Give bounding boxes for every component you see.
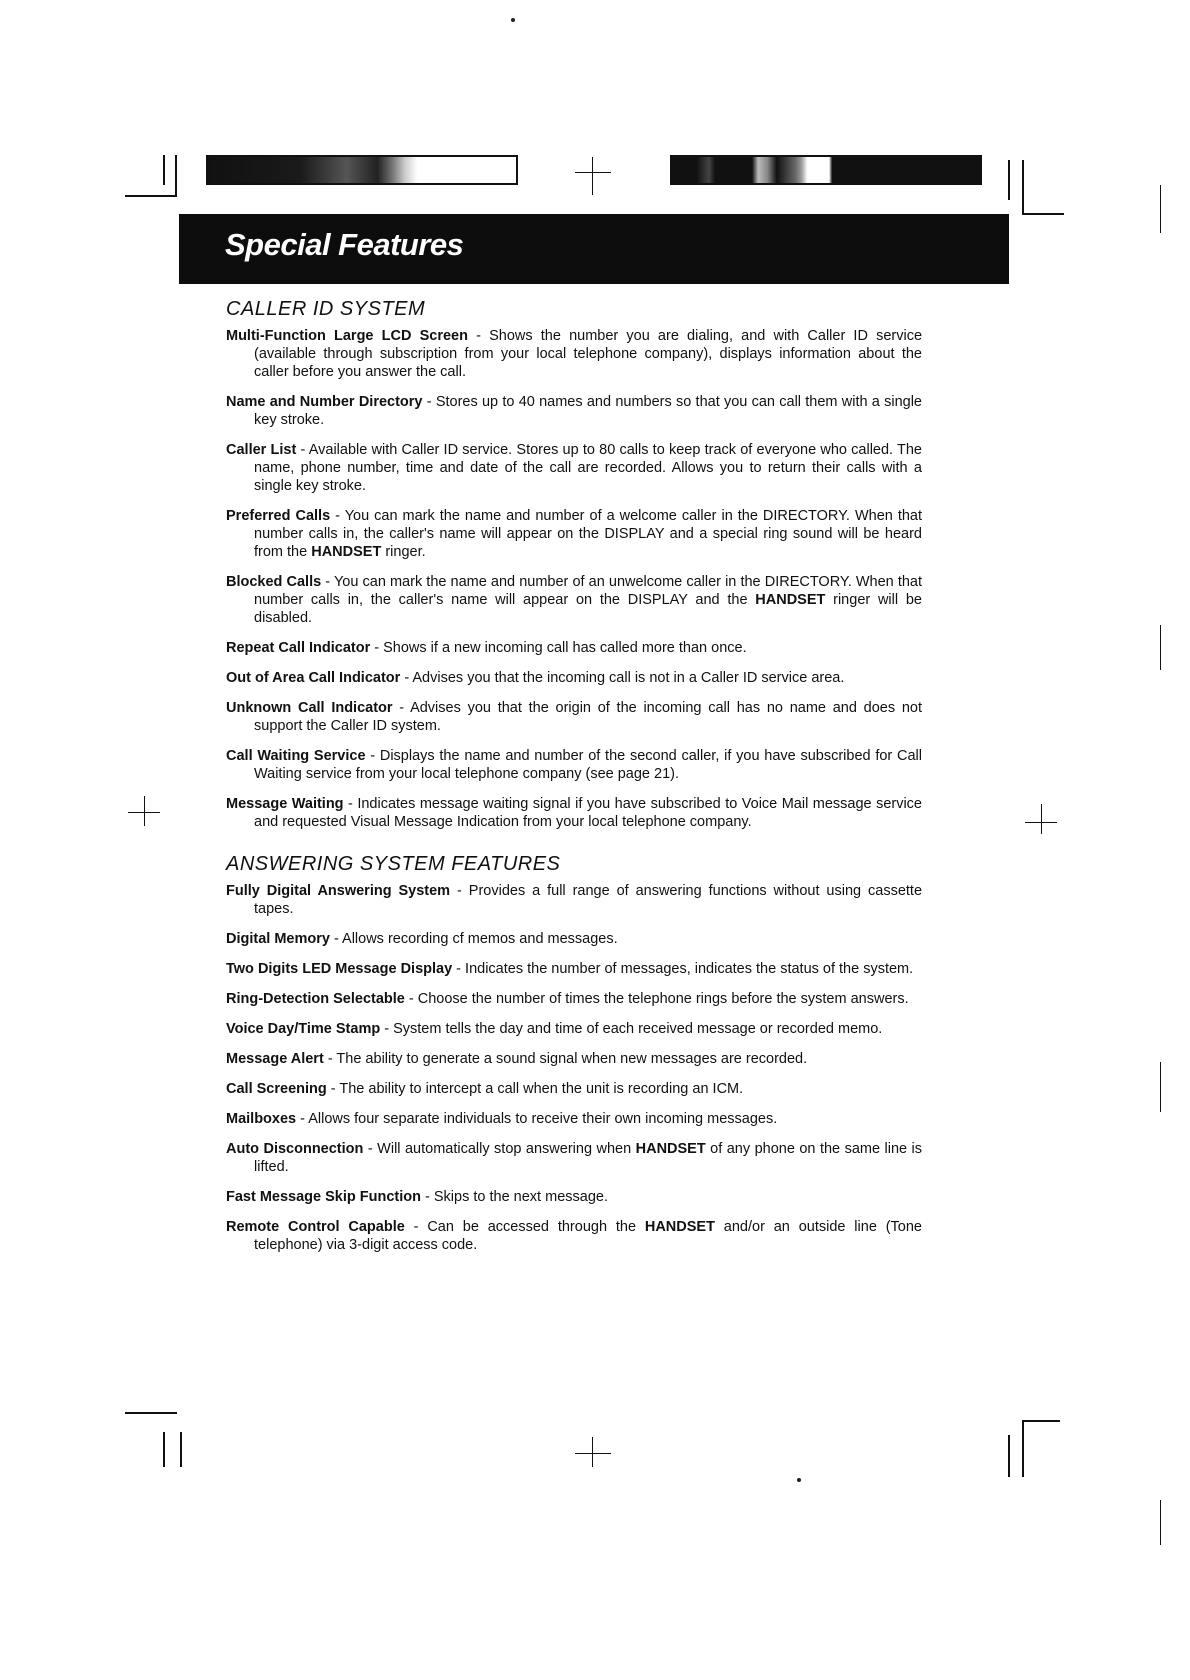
- feature-description: The ability to generate a sound signal when new messages are recorded.: [336, 1051, 808, 1067]
- feature-description: You can mark the name and number of a welcome caller in the DIRECTORY. When that number calls in, the caller's name will appear on the DISPLAY and a special ring sound will be heard from the: [254, 508, 923, 560]
- feature-description: Advises you that the incoming call is not in a Caller ID service area.: [412, 670, 845, 686]
- speck: [511, 18, 515, 22]
- feature-item: Out of Area Call Indicator - Advises you that the incoming call is not in a Caller ID service area.: [226, 670, 845, 686]
- feature-term: Unknown Call Indicator: [226, 700, 393, 716]
- feature-term: Mailboxes: [226, 1111, 297, 1127]
- feature-emphasis: HANDSET: [635, 1141, 706, 1157]
- feature-term: Digital Memory: [226, 931, 330, 947]
- feature-term: Remote Control Capable: [226, 1219, 405, 1235]
- feature-description: Provides a full range of answering functions without using cassette tapes.: [254, 883, 923, 917]
- feature-description: Will automatically stop answering when: [377, 1141, 636, 1157]
- feature-term: Voice Day/Time Stamp: [226, 1021, 381, 1037]
- feature-description: Stores up to 40 names and numbers so that you can call them with a single key stroke.: [254, 394, 922, 428]
- feature-term: Multi-Function Large LCD Screen: [226, 328, 468, 344]
- speck: [797, 1478, 801, 1482]
- feature-description: Available with Caller ID service. Stores up to 80 calls to keep track of everyone who called. The name, phone number, time and date of the call are recorded. Allows you to return their calls with a single key stroke.: [254, 442, 922, 494]
- feature-emphasis: HANDSET: [644, 1219, 715, 1235]
- feature-term: Fully Digital Answering System: [226, 883, 451, 899]
- feature-item: Blocked Calls - You can mark the name and number of an unwelcome caller in the DIRECTORY. When that number calls in, the caller's name will appear on the DISPLAY and the HANDSET ringer will be disabled.: [226, 574, 923, 626]
- feature-item: Fully Digital Answering System - Provides a full range of answering functions without using cassette tapes.: [226, 883, 923, 917]
- feature-description: Shows the number you are dialing, and with Caller ID service (available through subscription from your local telephone company), displays information about the caller before you answer the call.: [254, 328, 923, 380]
- page-title: Special Features: [225, 227, 464, 262]
- feature-description: ringer.: [381, 544, 426, 560]
- feature-term: Blocked Calls: [226, 574, 322, 590]
- feature-term: Call Screening: [226, 1081, 327, 1097]
- feature-term: Fast Message Skip Function: [226, 1189, 421, 1205]
- feature-emphasis: HANDSET: [755, 592, 826, 608]
- feature-description: Indicates the number of messages, indicates the status of the system.: [465, 961, 914, 977]
- feature-description: ringer will be disabled.: [254, 592, 922, 626]
- feature-term: Message Alert: [226, 1051, 324, 1067]
- section-heading-caller-id: CALLER ID SYSTEM: [226, 298, 426, 320]
- feature-item: Digital Memory - Allows recording cf memos and messages.: [226, 931, 618, 947]
- feature-description: Can be accessed through the: [427, 1219, 645, 1235]
- feature-emphasis: HANDSET: [311, 544, 382, 560]
- feature-item: Preferred Calls - You can mark the name and number of a welcome caller in the DIRECTORY. When that number calls in, the caller's name will appear on the DISPLAY and a special ring sound will be heard from the HANDSET ringer.: [226, 508, 923, 560]
- feature-item: Ring-Detection Selectable - Choose the number of times the telephone rings before the system answers.: [226, 991, 909, 1007]
- feature-description: Advises you that the origin of the incoming call has no name and does not support the Caller ID system.: [254, 700, 922, 734]
- feature-description: Skips to the next message.: [433, 1189, 608, 1205]
- feature-term: Two Digits LED Message Display: [226, 961, 453, 977]
- feature-term: Repeat Call Indicator: [226, 640, 371, 656]
- features-content: [226, 298, 922, 1266]
- feature-item: Two Digits LED Message Display - Indicates the number of messages, indicates the status of the system.: [226, 961, 914, 977]
- feature-description: Indicates message waiting signal if you have subscribed to Voice Mail message service and requested Visual Message Indication from your local telephone company.: [254, 796, 922, 830]
- density-strip-left: [206, 155, 518, 185]
- feature-description: You can mark the name and number of an unwelcome caller in the DIRECTORY. When that number calls in, the caller's name will appear on the DISPLAY and the: [254, 574, 923, 608]
- feature-item: Name and Number Directory - Stores up to 40 names and numbers so that you can call them with a single key stroke.: [226, 394, 922, 428]
- feature-description: of any phone on the same line is lifted.: [254, 1141, 923, 1175]
- feature-term: Caller List: [226, 442, 297, 458]
- feature-description: Displays the name and number of the second caller, if you have subscribed for Call Waiting service from your local telephone company (see page 21).: [254, 748, 922, 782]
- feature-description: and/or an outside line (Tone telephone) via 3-digit access code.: [254, 1219, 922, 1253]
- feature-term: Call Waiting Service: [226, 748, 366, 764]
- feature-term: Out of Area Call Indicator: [226, 670, 401, 686]
- feature-term: Ring-Detection Selectable: [226, 991, 405, 1007]
- feature-term: Auto Disconnection: [226, 1141, 364, 1157]
- feature-item: Fast Message Skip Function - Skips to the next message.: [226, 1189, 608, 1205]
- feature-item: Call Screening - The ability to intercept a call when the unit is recording an ICM.: [226, 1081, 744, 1097]
- feature-term: Message Waiting: [226, 796, 344, 812]
- feature-item: Voice Day/Time Stamp - System tells the day and time of each received message or recorded memo.: [226, 1021, 883, 1037]
- caller-id-feature-list: [226, 327, 922, 831]
- feature-description: The ability to intercept a call when the unit is recording an ICM.: [339, 1081, 744, 1097]
- feature-item: Remote Control Capable - Can be accessed through the HANDSET and/or an outside line (Tone telephone) via 3-digit access code.: [226, 1219, 922, 1253]
- feature-item: Multi-Function Large LCD Screen - Shows the number you are dialing, and with Caller ID service (available through subscription from your local telephone company), displays information about the caller before you answer the call.: [226, 328, 923, 380]
- feature-description: Choose the number of times the telephone rings before the system answers.: [417, 991, 909, 1007]
- feature-description: System tells the day and time of each received message or recorded memo.: [393, 1021, 883, 1037]
- feature-description: Allows recording cf memos and messages.: [342, 931, 618, 947]
- feature-item: Call Waiting Service - Displays the name and number of the second caller, if you have subscribed for Call Waiting service from your local telephone company (see page 21).: [226, 748, 922, 782]
- feature-term: Name and Number Directory: [226, 394, 423, 410]
- feature-term: Preferred Calls: [226, 508, 331, 524]
- feature-item: Mailboxes - Allows four separate individuals to receive their own incoming messages.: [226, 1111, 778, 1127]
- section-heading-answering-system: ANSWERING SYSTEM FEATURES: [226, 853, 561, 875]
- feature-item: Repeat Call Indicator - Shows if a new incoming call has called more than once.: [226, 640, 747, 656]
- feature-description: Allows four separate individuals to receive their own incoming messages.: [308, 1111, 778, 1127]
- feature-item: Message Alert - The ability to generate a sound signal when new messages are recorded.: [226, 1051, 808, 1067]
- answering-system-feature-list: [226, 882, 922, 1254]
- section-header-bar: [179, 214, 1009, 284]
- density-strip-right: [670, 155, 982, 185]
- feature-item: Unknown Call Indicator - Advises you that the origin of the incoming call has no name and does not support the Caller ID system.: [226, 700, 922, 734]
- feature-description: Shows if a new incoming call has called more than once.: [383, 640, 747, 656]
- feature-item: Message Waiting - Indicates message waiting signal if you have subscribed to Voice Mail message service and requested Visual Message Indication from your local telephone company.: [226, 796, 922, 830]
- feature-item: Auto Disconnection - Will automatically stop answering when HANDSET of any phone on the same line is lifted.: [226, 1141, 923, 1175]
- feature-item: Caller List - Available with Caller ID service. Stores up to 80 calls to keep track of everyone who called. The name, phone number, time and date of the call are recorded. Allows you to return their calls with a single key stroke.: [226, 442, 922, 494]
